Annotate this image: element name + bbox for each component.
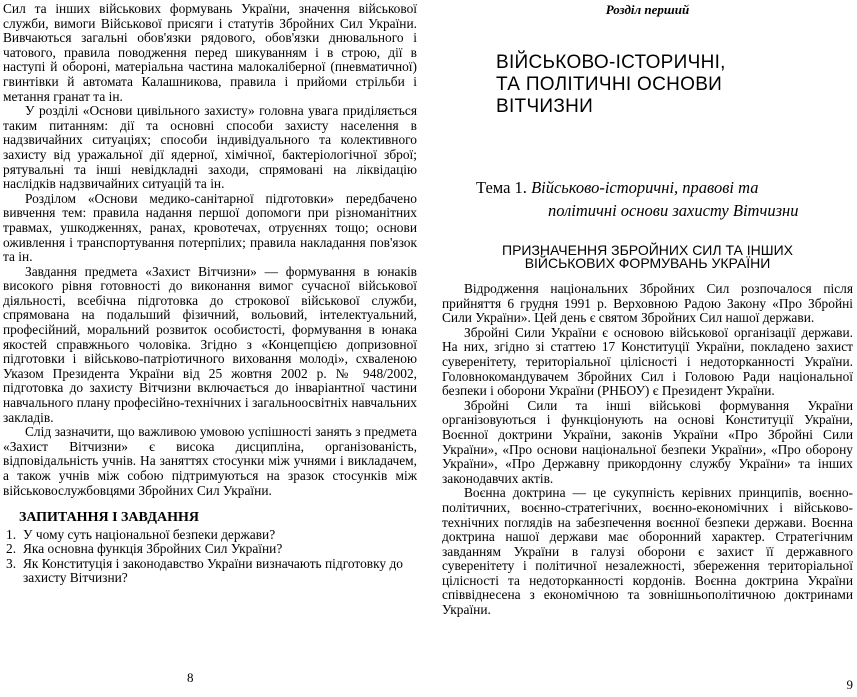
article-title-line: ПРИЗНАЧЕННЯ ЗБРОЙНИХ СИЛ ТА ІНШИХ xyxy=(502,242,793,258)
article-title xyxy=(442,244,853,270)
topic-line: Військово-історичні, правові та xyxy=(531,178,759,197)
topic-line: політичні основи захисту Вітчизни xyxy=(548,201,799,220)
list-item xyxy=(6,542,417,556)
body-paragraph: Збройні Сили та інші військові формування України організовуються і функціонують на основі Конституції України, Воєнної доктрини України, законів України «Про Збройні Сили України», «Про основи національної безпеки України», «Про оборону України», «Про Державну прикордонну службу України» та інших законодавчих актів. xyxy=(442,397,853,486)
questions-heading: ЗАПИТАННЯ І ЗАВДАННЯ xyxy=(19,510,199,526)
article-title-line: ВІЙСЬКОВИХ ФОРМУВАНЬ УКРАЇНИ xyxy=(524,255,771,271)
topic-title xyxy=(476,176,853,222)
question-number: 2. xyxy=(6,541,17,557)
page-number: 8 xyxy=(187,670,194,685)
part-title-line: ВІТЧИЗНИ xyxy=(496,96,594,117)
body-paragraph: Сил та інших військових формувань України, значення військової служби, вимоги Військової присяги і статутів Збройних Сил України. Вивчаються загальні обов'язки рядового, обов'язки днювального і чатового, правила поводження перед шикуванням і в строю, дії в наступі й обороні, матеріальна частина малокаліберної (пневматичної) гвинтівки й автомата Калашникова, правила і прийоми стрільби і метання гранат та ін. xyxy=(3,1,417,104)
topic-prefix: Тема 1. xyxy=(476,178,527,197)
part-title-line: ТА ПОЛІТИЧНІ ОСНОВИ xyxy=(496,74,723,95)
body-paragraph: Завдання предмета «Захист Вітчизни» — формування в юнаків високого рівня готовності до виконання вимог сучасної військової діяльності, всебічна підготовка до строкової військової служби, спрямована на подальший фізичний, вольовий, інтелектуальний, професійний, моральний розвиток особистості, формування в юнака якостей справжнього чоловіка. Згідно з «Концепцією допризовної підготовки і військово-патріотичного виховання молоді», схваленою Указом Президента України від 25 жовтня 2002 р. № 948/2002, підготовка до захисту Вітчизни включається до інваріантної частини навчального плану професійно-технічних і загальноосвітніх навчальних закладів. xyxy=(3,263,417,425)
chapter-label: Розділ перший xyxy=(605,2,690,17)
question-number: 1. xyxy=(6,527,17,543)
body-paragraph: Розділом «Основи медико-санітарної підготовки» передбачено вивчення тем: правила надання першої допомоги при різноманітних травмах, ушкодженнях, ранах, кровотечах, отруєннях тощо; основи оживлення і транспортування потерпілих; правила накладання пов'язок та ін. xyxy=(3,190,417,265)
question-text: У чому суть національної безпеки держави? xyxy=(23,527,276,543)
question-text: Як Конституція і законодавство України визначають підготовку до захисту Вітчизни? xyxy=(23,555,403,585)
right-page xyxy=(430,0,857,697)
list-item xyxy=(6,557,417,585)
body-paragraph: Відродження національних Збройних Сил розпочалося після прийняття 6 грудня 1991 р. Верховною Радою Закону «Про Збройні Сили України». Цей день є святом Збройних Сил нашої держави. xyxy=(442,281,853,326)
question-text: Яка основна функція Збройних Сил України? xyxy=(23,541,283,557)
page-number: 9 xyxy=(846,677,853,692)
part-title xyxy=(496,52,853,118)
body-paragraph: Збройні Сили України є основою військової організації держави. На них, згідно зі статтею 17 Конституції України, покладено захист суверенітету, територіальної цілісності і недоторканності України. Головнокомандувачем Збройних Сил і Головою Ради національної безпеки і оборони України (РНБОУ) є Президент України. xyxy=(442,324,853,399)
body-paragraph: У розділі «Основи цивільного захисту» головна увага приділяється таким питанням: дії та основні способи захисту населення в надзвичайних ситуаціях; способи індивідуального та колективного захисту від уражальної дії ядерної, хімічної, бактеріологічної зброї; рятувальні та інші невідкладні заходи, спрямовані на ліквідацію наслідків надзвичайних ситуацій та ін. xyxy=(3,103,417,192)
questions-list xyxy=(3,528,417,585)
list-item xyxy=(6,528,417,542)
part-title-line: ВІЙСЬКОВО-ІСТОРИЧНІ, xyxy=(496,52,726,73)
question-number: 3. xyxy=(6,555,17,571)
body-paragraph: Воєнна доктрина — це сукупність керівних принципів, воєнно-політичних, воєнно-стратегічних, воєнно-економічних і військово-технічних поглядів на забезпечення воєнної безпеки держави. Воєнна доктрина нашої держави має оборонний характер. Стратегічним завданням України в галузі оборони є захист її державного суверенітету і політичної незалежності, збереження територіальної цілісності та недоторканності кордонів. Воєнна доктрина України співвіднесена з економічною та зовнішньополітичною доктринами України. xyxy=(442,485,853,618)
left-page xyxy=(0,0,425,697)
body-paragraph: Слід зазначити, що важливою умовою успішності занять з предмета «Захист Вітчизни» є висока дисципліна, організованість, відповідальність учнів. На заняттях стосунки між учнями і викладачем, а також учнів між собою підтримуються на зразок стосунків між військовослужбовцями Збройних Сил України. xyxy=(3,424,417,498)
